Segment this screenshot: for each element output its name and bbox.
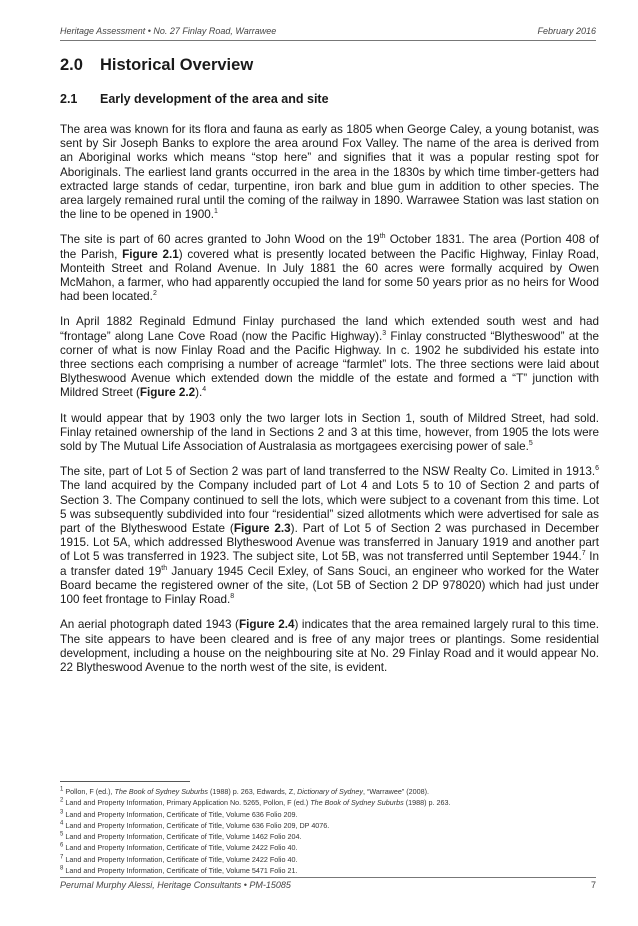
footnote-ref: 7 — [60, 854, 64, 861]
text-run: (1988) p. 263, Edwards, Z, — [207, 787, 298, 796]
text-run: The land acquired by the Company included part of Lot 4 and Lots 5 to 10 of Section 2 and parts of Section 3. The Company continued to sell the lots, which were subject to a covenant from this time. Lot 5 was subsequently subdivided into four “residential” sized allotments which were advertised for sale as part of the Blytheswood Estate ( — [60, 479, 599, 536]
footnote-ref: 4 — [202, 386, 207, 394]
footnote-ref: 3 — [382, 329, 387, 337]
footnote — [60, 842, 600, 853]
body-text — [60, 123, 599, 686]
paragraph — [60, 618, 599, 675]
paragraph — [60, 315, 599, 400]
footnotes — [60, 786, 600, 876]
footnote-ref: 8 — [60, 865, 64, 872]
header-date: February 2016 — [537, 26, 596, 36]
footnote — [60, 809, 600, 820]
text-run: An aerial photograph dated 1943 ( — [60, 618, 239, 632]
footnote — [60, 854, 600, 865]
text-run: The site, part of Lot 5 of Section 2 was part of land transferred to the NSW Realty Co. Limited in 1913. — [60, 465, 596, 479]
header-rule — [60, 40, 596, 41]
text-run: ) indicates that the area remained largely rural to this time. The site appears to have been cleared and is free of any major trees or plantings. Some residential development, including a house on the neighbouring site at No. 29 Finlay Road and it would appear No. 22 Blytheswood Avenue to the north west of the site, is evident. — [60, 618, 600, 674]
section-title: Historical Overview — [100, 56, 254, 74]
text-run: It would appear that by 1903 only the two larger lots in Section 1, south of Mildred Street, had sold. Finlay retained ownership of the land in Sections 2 and 3 at this time, however, from 1905 the lots were sold by The Mutual Life Association of Australasia as mortgagees exercising power of sale. — [60, 411, 599, 454]
footnote — [60, 797, 600, 808]
footnote-ref: 7 — [581, 550, 586, 558]
footnote-ref: 6 — [60, 843, 64, 850]
text-run: In a transfer dated 19 — [60, 550, 599, 578]
subsection-title: Early development of the area and site — [100, 92, 329, 106]
text-run: Land and Property Information, Certificate of Title, Volume 2422 Folio 40. — [63, 854, 298, 864]
text-run: The area was known for its flora and fauna as early as 1805 when George Caley, a young botanist, was sent by Sir Joseph Banks to explore the area around Fox Valley. The name of the area is derived from an Aboriginal works which means “stop here” and signifies that it was a popular resting spot for Aboriginals. The earliest land grants occurred in the area in the 1830s by which time timber-getters had extracted large stands of cedar, turpentine, iron bark and blue gum in addition to other species. The area largely remained rural until the coming of the railway in 1890. Warrawee Station was last station on the line to be opened in 1900. — [60, 123, 599, 222]
page-header — [60, 26, 596, 36]
figure-ref: Figure 2.4 — [238, 618, 295, 632]
text-run: , “Warrawee” (2008). — [363, 787, 430, 796]
text-run: Land and Property Information, Certificate of Title, Volume 1462 Folio 204. — [63, 832, 302, 842]
section-number: 2.0 — [60, 56, 83, 74]
header-document-title: Heritage Assessment • No. 27 Finlay Road, Warrawee — [60, 26, 277, 36]
footer-consultant: Perumal Murphy Alessi, Heritage Consultants • PM-15085 — [60, 880, 291, 890]
text-run: Land and Property Information, Certificate of Title, Volume 636 Folio 209, DP 4076. — [63, 820, 330, 830]
paragraph — [60, 412, 599, 455]
footnote-ref: 1 — [60, 786, 64, 793]
text-run: ) covered what is presently located between the Pacific Highway, Finlay Road, Monteith Street and Roland Avenue. In July 1881 the 60 acres were formally acquired by Owen McMahon, a farmer, who had apparently occupied the land for some 50 years prior as no heirs for Wood had been located. — [60, 247, 599, 304]
footnote — [60, 865, 600, 876]
footnote — [60, 786, 600, 797]
footnote-ref: 1 — [214, 208, 218, 216]
footnote-ref: 5 — [60, 831, 64, 838]
footer-rule — [60, 877, 596, 878]
footnote — [60, 831, 600, 842]
text-run: ). — [195, 386, 203, 400]
figure-ref: Figure 2.3 — [233, 522, 291, 536]
italic-title: Dictionary of Sydney — [297, 787, 363, 796]
page-number: 7 — [590, 880, 596, 890]
text-run: In April 1882 Reginald Edmund Finlay purchased the land which extended south west and had “frontage” along Lane Cove Road (now the Pacific Highway). — [60, 315, 599, 343]
page-footer — [60, 880, 596, 890]
text-run: January 1945 Cecil Exley, of Sans Souci, an engineer who worked for the Water Board became the registered owner of the site, (Lot 5B of Section 2 DP 978020) which had just under 100 feet frontage to Finlay Road. — [60, 564, 599, 607]
figure-ref: Figure 2.1 — [122, 247, 179, 261]
text-run: Land and Property Information, Certificate of Title, Volume 5471 Folio 21. — [63, 866, 298, 876]
text-run: Land and Property Information, Primary Application No. 5265, Pollon, F (ed.) — [63, 798, 311, 808]
text-run: The site is part of 60 acres granted to John Wood on the 19 — [60, 233, 380, 247]
footnote-ref: 6 — [595, 465, 599, 473]
footnote-ref: 4 — [60, 820, 64, 827]
footnote — [60, 820, 600, 831]
figure-ref: Figure 2.2 — [139, 386, 196, 400]
italic-title: The Book of Sydney Suburbs — [114, 787, 208, 796]
paragraph — [60, 465, 599, 607]
text-run: Pollon, F (ed.), — [63, 787, 115, 796]
footnote-ref: th — [161, 564, 168, 572]
footnote-ref: 5 — [528, 440, 533, 448]
subsection-number: 2.1 — [60, 92, 78, 106]
paragraph — [60, 123, 599, 222]
paragraph — [60, 233, 599, 304]
text-run: Finlay constructed “Blytheswood” at the corner of what is now Finlay Road and the Pacific Highway. In c. 1902 he subdivided his estate into three sections each comprising a number of acreage “farmlet” lots. The three sections were laid about Blytheswood Avenue which extended down the middle of the estate and formed a “T” junction with Mildred Street ( — [60, 329, 599, 400]
footnote-ref: 3 — [60, 809, 64, 816]
footnote-rule — [60, 781, 190, 782]
text-run: Land and Property Information, Certificate of Title, Volume 636 Folio 209. — [63, 809, 298, 819]
text-run: (1988) p. 263. — [403, 798, 451, 808]
subsection-heading — [60, 92, 329, 106]
footnote-ref: 8 — [230, 593, 235, 601]
footnote-ref: 2 — [60, 797, 64, 804]
footnote-ref: 2 — [152, 290, 157, 298]
italic-title: The Book of Sydney Suburbs — [310, 798, 404, 808]
text-run: October 1831. The area (Portion 408 of the Parish, — [60, 233, 599, 261]
footnote-ref: th — [379, 233, 386, 241]
text-run: Land and Property Information, Certificate of Title, Volume 2422 Folio 40. — [63, 843, 298, 853]
text-run: ). Part of Lot 5 of Section 2 was purchased in December 1915. Lot 5A, which addressed Blytheswood Avenue was transferred in January 1919 and another part of Lot 5 was transferred in 1923. The subject site, Lot 5B, was not transferred until September 1944. — [60, 522, 599, 564]
section-heading — [60, 56, 253, 75]
